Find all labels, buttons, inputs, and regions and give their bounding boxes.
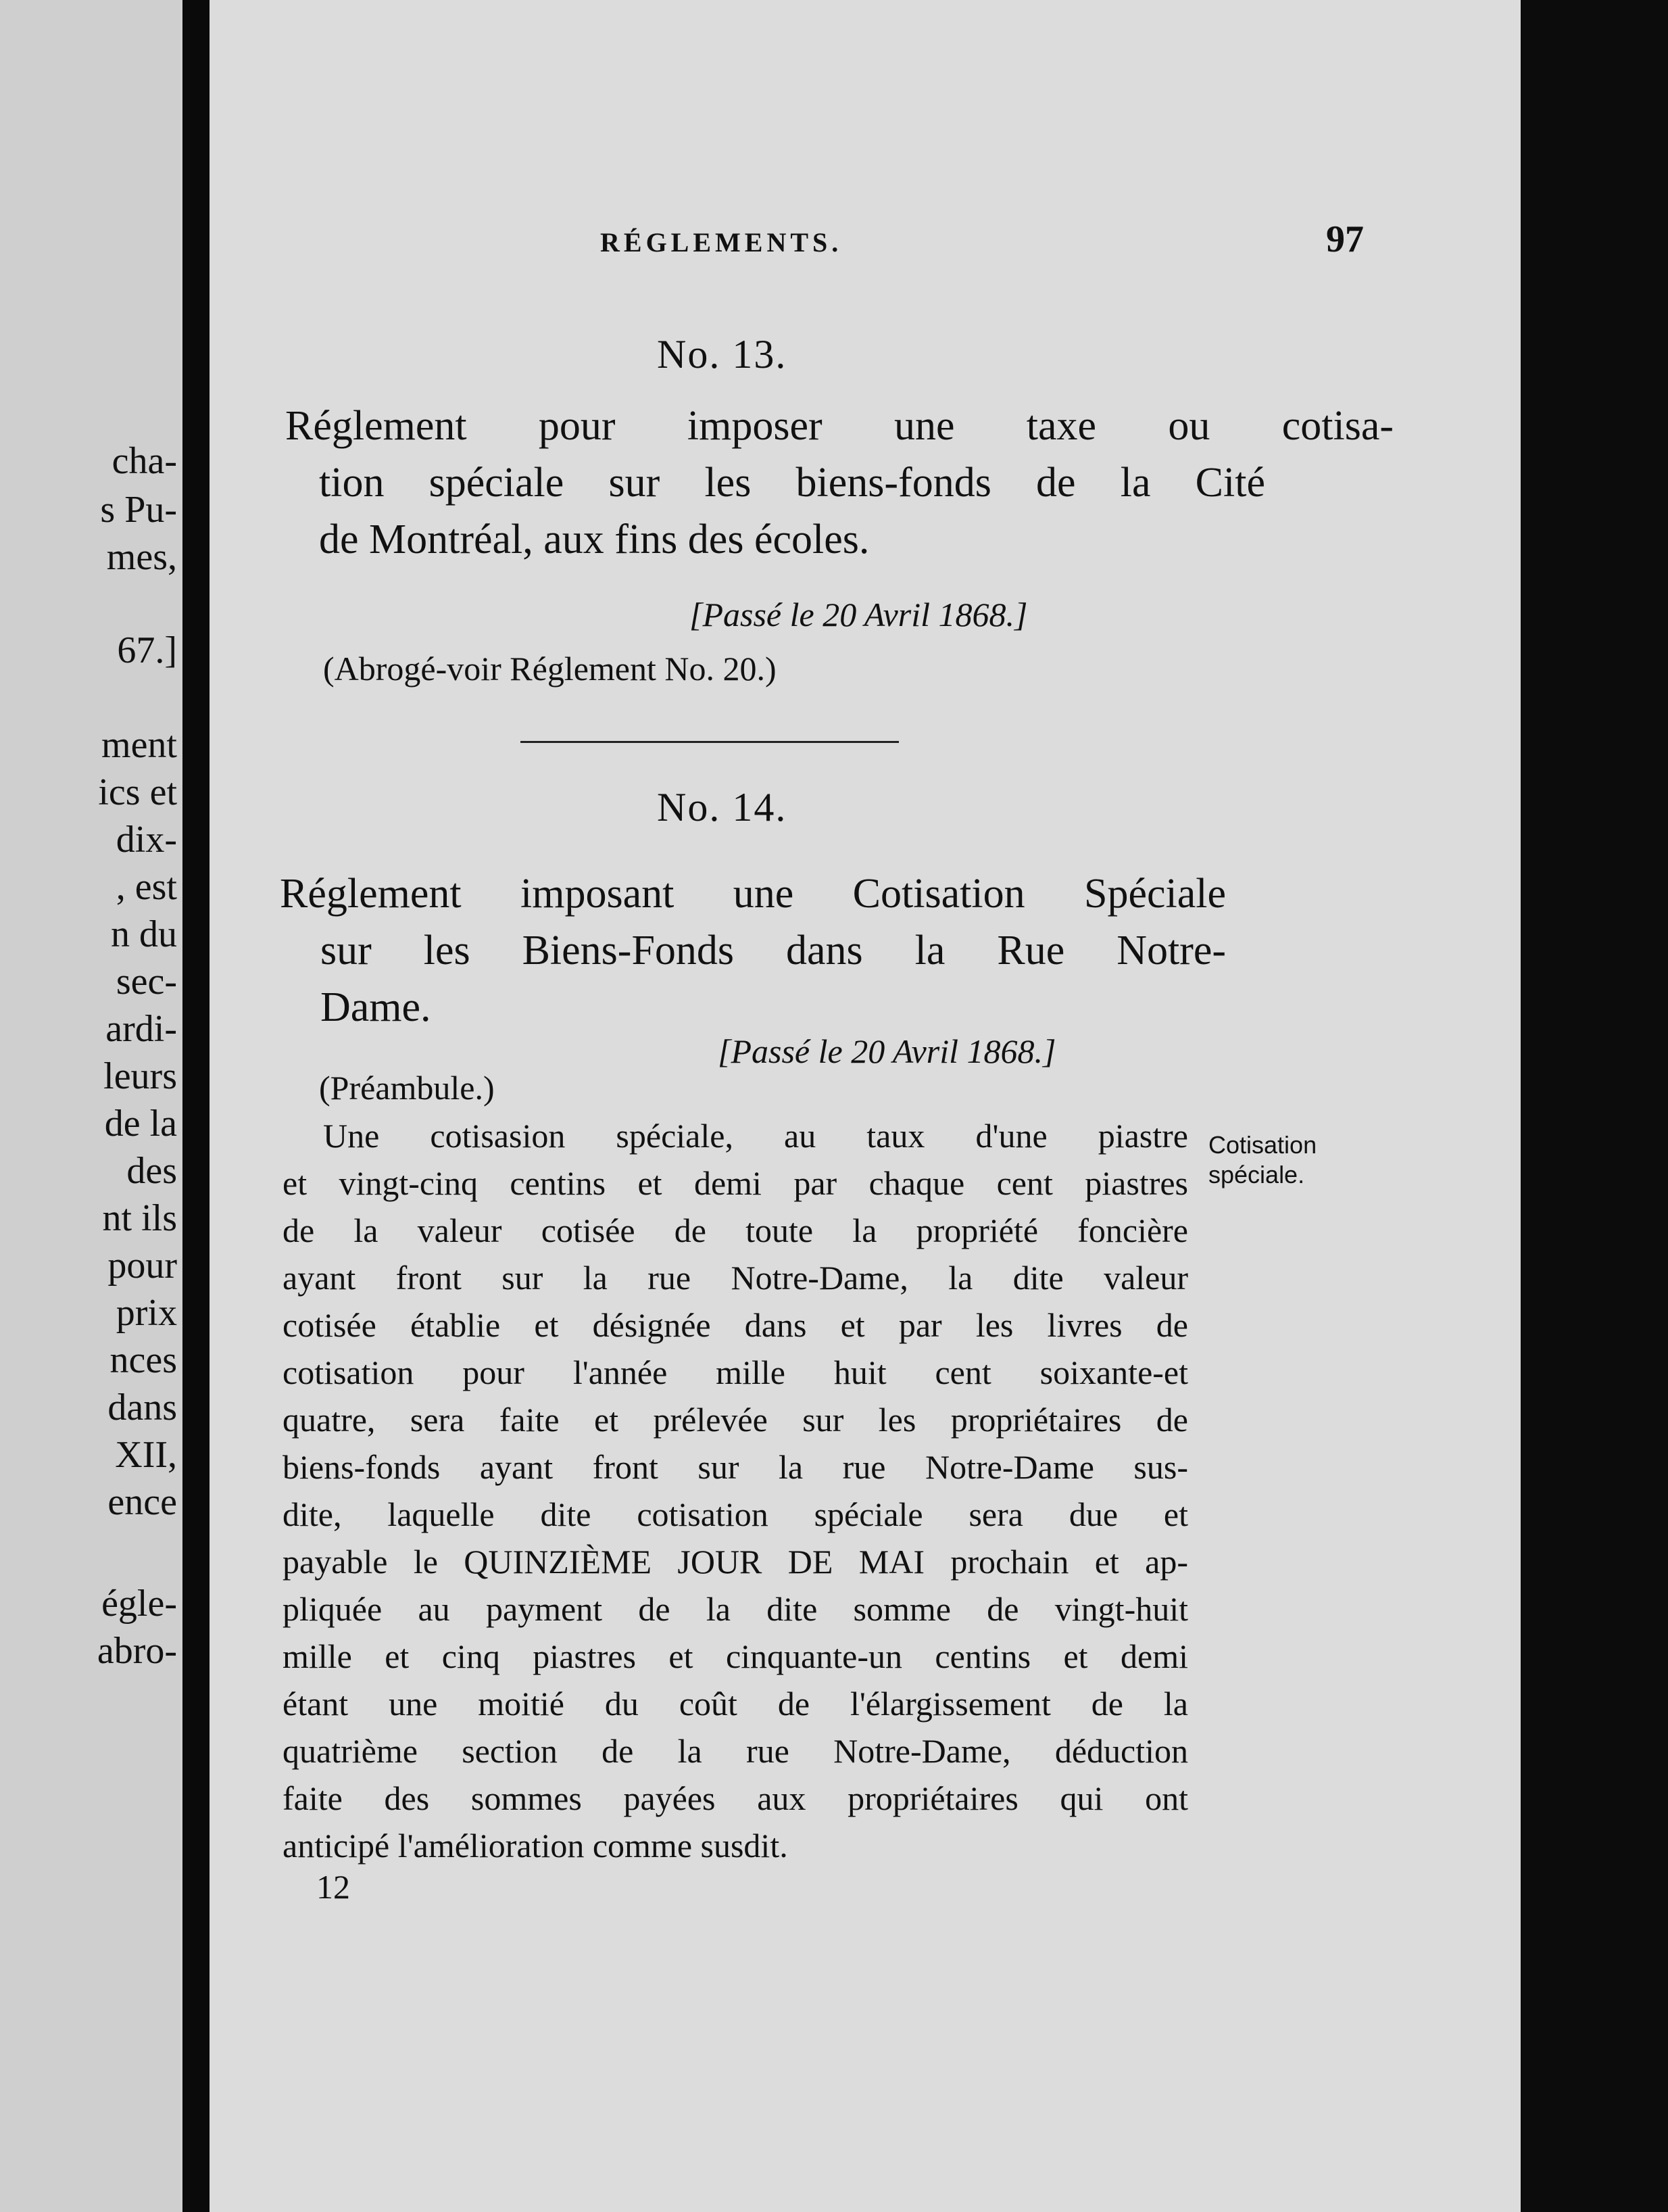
- margin-note-line: Cotisation: [1208, 1131, 1317, 1159]
- facing-page-line: abro-: [97, 1630, 177, 1672]
- section-13-title: [285, 398, 1394, 568]
- section-13-title-line: de Montréal, aux fins des écoles.: [319, 516, 870, 562]
- facing-page-line: , est: [116, 866, 177, 908]
- body-line: ayant front sur la rue Notre-Dame, la dite valeur: [283, 1259, 1188, 1297]
- facing-page-line: leurs: [103, 1055, 177, 1097]
- facing-page-line: ardi-: [105, 1008, 177, 1050]
- facing-page-line: ics et: [98, 771, 177, 813]
- facing-page-line: n du: [111, 913, 177, 955]
- body-line: et vingt-cinq centins et demi par chaque cent piastres: [283, 1164, 1188, 1202]
- body-line: anticipé l'amélioration comme susdit.: [283, 1827, 788, 1865]
- section-13-title-line: Réglement pour imposer une taxe ou cotisa-: [285, 403, 1394, 449]
- page: [210, 0, 1521, 2212]
- margin-note: [1208, 1130, 1317, 1190]
- body-line: de la valeur cotisée de toute la propriété foncière: [283, 1211, 1188, 1249]
- facing-page-line: ence: [107, 1481, 177, 1523]
- book-gutter: [182, 0, 210, 2212]
- facing-page-line: pour: [107, 1245, 177, 1287]
- facing-page-line: dans: [107, 1387, 177, 1428]
- facing-page-line: 67.]: [117, 629, 177, 671]
- body-line: quatre, sera faite et prélevée sur les propriétaires de: [283, 1401, 1188, 1439]
- facing-page-line: ment: [101, 724, 177, 766]
- facing-page-line: des: [126, 1150, 177, 1192]
- section-divider: [520, 741, 899, 743]
- section-13-repeal-note: (Abrogé-voir Réglement No. 20.): [323, 650, 777, 688]
- body-line: cotisée établie et désignée dans et par les livres de: [283, 1306, 1188, 1344]
- body-line: faite des sommes payées aux propriétaires qui ont: [283, 1779, 1188, 1817]
- facing-page-line: mes,: [106, 536, 177, 578]
- section-13-number: No. 13.: [657, 332, 787, 377]
- body-line: cotisation pour l'année mille huit cent soixante-et: [283, 1353, 1188, 1391]
- body-line: étant une moitié du coût de l'élargissement de la: [283, 1685, 1188, 1723]
- preamble-label: (Préambule.): [319, 1069, 495, 1107]
- signature-mark: 12: [316, 1868, 350, 1906]
- facing-page-line: sec-: [116, 961, 177, 1003]
- body-line: pliquée au payment de la dite somme de vingt-huit: [283, 1590, 1188, 1628]
- running-head: RÉGLEMENTS.: [600, 227, 843, 258]
- facing-page-line: cha-: [112, 440, 177, 482]
- facing-page-line: XII,: [115, 1434, 177, 1476]
- facing-page-line: prix: [116, 1292, 177, 1334]
- facing-page-line: dix-: [116, 819, 177, 861]
- facing-page-line: égle-: [101, 1583, 177, 1625]
- section-14-number: No. 14.: [657, 785, 787, 830]
- section-13-passed-date: [Passé le 20 Avril 1868.]: [689, 596, 1028, 633]
- section-14-title-line: Réglement imposant une Cotisation Spéciale: [280, 871, 1226, 917]
- facing-page-fragment: [0, 0, 182, 2212]
- body-line: biens-fonds ayant front sur la rue Notre-Dame sus-: [283, 1448, 1188, 1486]
- section-14-body: [283, 1112, 1188, 1869]
- section-13-title-line: tion spéciale sur les biens-fonds de la Cité: [319, 460, 1265, 506]
- margin-note-line: spéciale.: [1208, 1161, 1305, 1188]
- body-line: dite, laquelle dite cotisation spéciale sera due et: [283, 1495, 1188, 1533]
- section-14-title-line: Dame.: [320, 984, 431, 1030]
- body-line: mille et cinq piastres et cinquante-un centins et demi: [283, 1637, 1188, 1675]
- facing-page-line: nces: [109, 1339, 177, 1381]
- page-edge-shadow: [1521, 0, 1668, 2212]
- body-line: Une cotisasion spéciale, au taux d'une piastre: [323, 1117, 1188, 1155]
- section-14-title: [280, 865, 1388, 1036]
- section-14-title-line: sur les Biens-Fonds dans la Rue Notre-: [320, 928, 1226, 973]
- facing-page-line: de la: [104, 1103, 177, 1145]
- facing-page-line: s Pu-: [100, 489, 177, 531]
- body-line: payable le QUINZIÈME JOUR DE MAI prochain et ap-: [283, 1543, 1188, 1581]
- facing-page-line: nt ils: [102, 1197, 177, 1239]
- page-number: 97: [1326, 218, 1364, 260]
- section-14-passed-date: [Passé le 20 Avril 1868.]: [718, 1032, 1056, 1070]
- body-line: quatrième section de la rue Notre-Dame, déduction: [283, 1732, 1188, 1770]
